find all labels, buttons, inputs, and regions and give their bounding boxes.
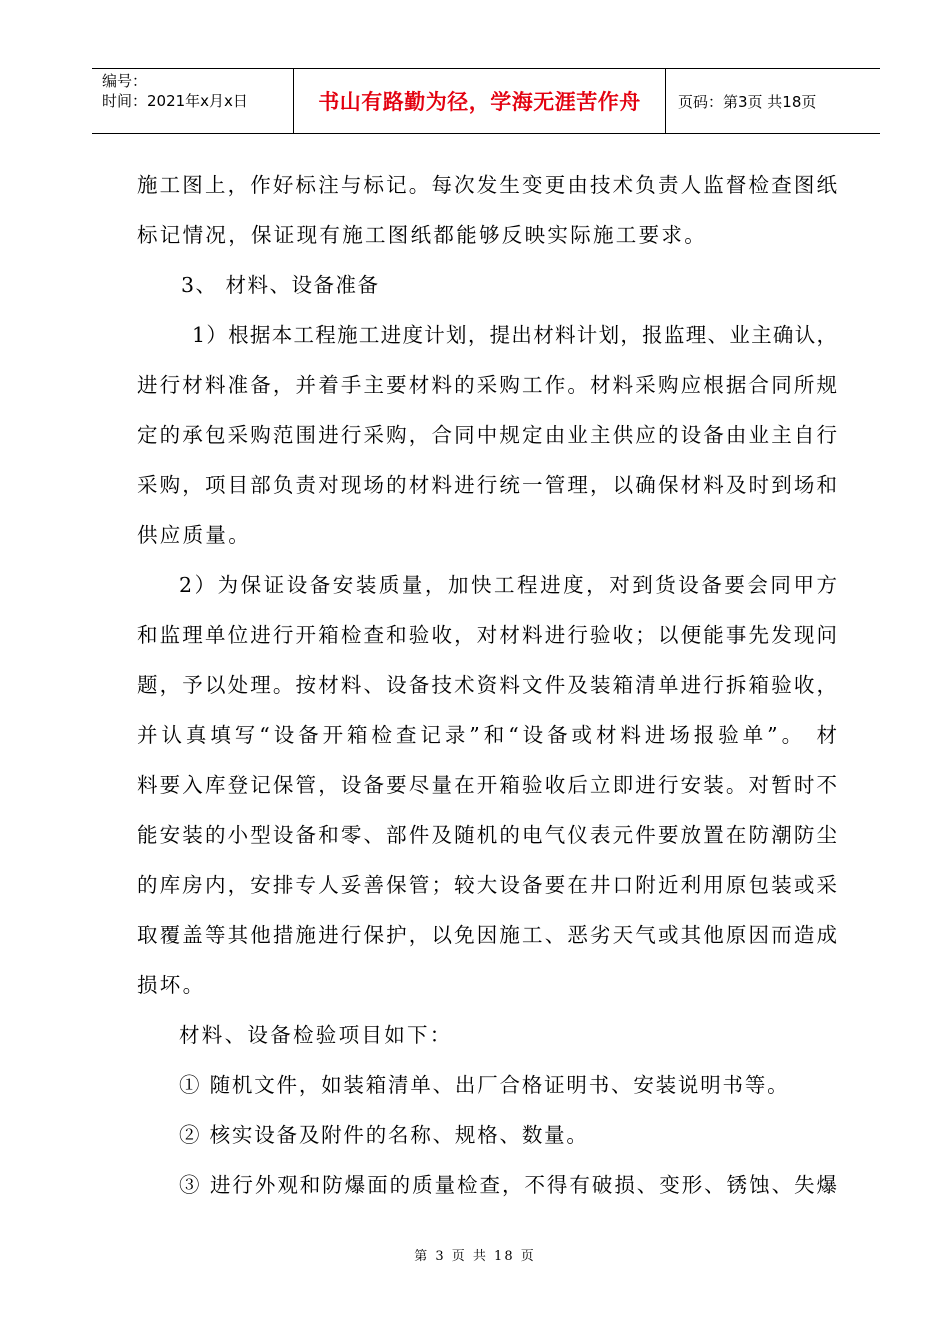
time-label: 时间：2021年x月x日 <box>102 92 248 110</box>
document-body <box>137 160 837 1210</box>
inspection-item-3: ③ 进行外观和防爆面的质量检查，不得有破损、变形、锈蚀、失爆 <box>179 1173 837 1197</box>
text-line-8: 供应质量。 <box>137 523 251 547</box>
text-line-10: 和监理单位进行开箱检查和验收，对材料进行验收；以便能事先发现问 <box>137 623 837 647</box>
text-line-14: 能安装的小型设备和零、部件及随机的电气仪表元件要放置在防潮防尘 <box>137 823 837 847</box>
text-line-17: 损坏。 <box>137 973 206 997</box>
inspection-item-2: ② 核实设备及附件的名称、规格、数量。 <box>179 1123 589 1147</box>
text-line-13: 料要入库登记保管，设备要尽量在开箱验收后立即进行安装。对暂时不 <box>137 773 837 797</box>
text-line-15: 的库房内，安排专人妥善保管；较大设备要在井口附近利用原包装或采 <box>137 873 837 897</box>
text-line-2: 标记情况，保证现有施工图纸都能够反映实际施工要求。 <box>137 223 707 247</box>
text-line-5: 进行材料准备，并着手主要材料的采购工作。材料采购应根据合同所规 <box>137 373 837 397</box>
text-line-9: 2）为保证设备安装质量，加快工程进度，对到货设备要会同甲方 <box>179 573 837 597</box>
inspection-item-1: ① 随机文件，如装箱清单、出厂合格证明书、安装说明书等。 <box>179 1073 790 1097</box>
page-header <box>92 68 880 134</box>
section-heading: 3、 材料、设备准备 <box>181 273 380 297</box>
header-motto: 书山有路勤为径，学海无涯苦作舟 <box>294 69 666 133</box>
text-line-4: 1）根据本工程施工进度计划，提出材料计划，报监理、业主确认， <box>192 323 837 347</box>
header-meta <box>92 69 294 133</box>
text-line-7: 采购，项目部负责对现场的材料进行统一管理，以确保材料及时到场和 <box>137 473 837 497</box>
text-line-16: 取覆盖等其他措施进行保护，以免因施工、恶劣天气或其他原因而造成 <box>137 923 837 947</box>
text-line-1: 施工图上，作好标注与标记。每次发生变更由技术负责人监督检查图纸 <box>137 173 837 197</box>
inspection-heading: 材料、设备检验项目如下： <box>179 1023 453 1047</box>
page-footer: 第 3 页 共 18 页 <box>414 1249 536 1264</box>
text-line-12: 并认真填写“设备开箱检查记录”和“设备或材料进场报验单”。 材 <box>137 723 837 747</box>
header-page-label: 页码：第3页 共18页 <box>678 92 817 111</box>
code-label: 编号： <box>102 72 148 90</box>
text-line-11: 题，予以处理。按材料、设备技术资料文件及装箱清单进行拆箱验收， <box>137 673 837 697</box>
text-line-6: 定的承包采购范围进行采购，合同中规定由业主供应的设备由业主自行 <box>137 423 837 447</box>
